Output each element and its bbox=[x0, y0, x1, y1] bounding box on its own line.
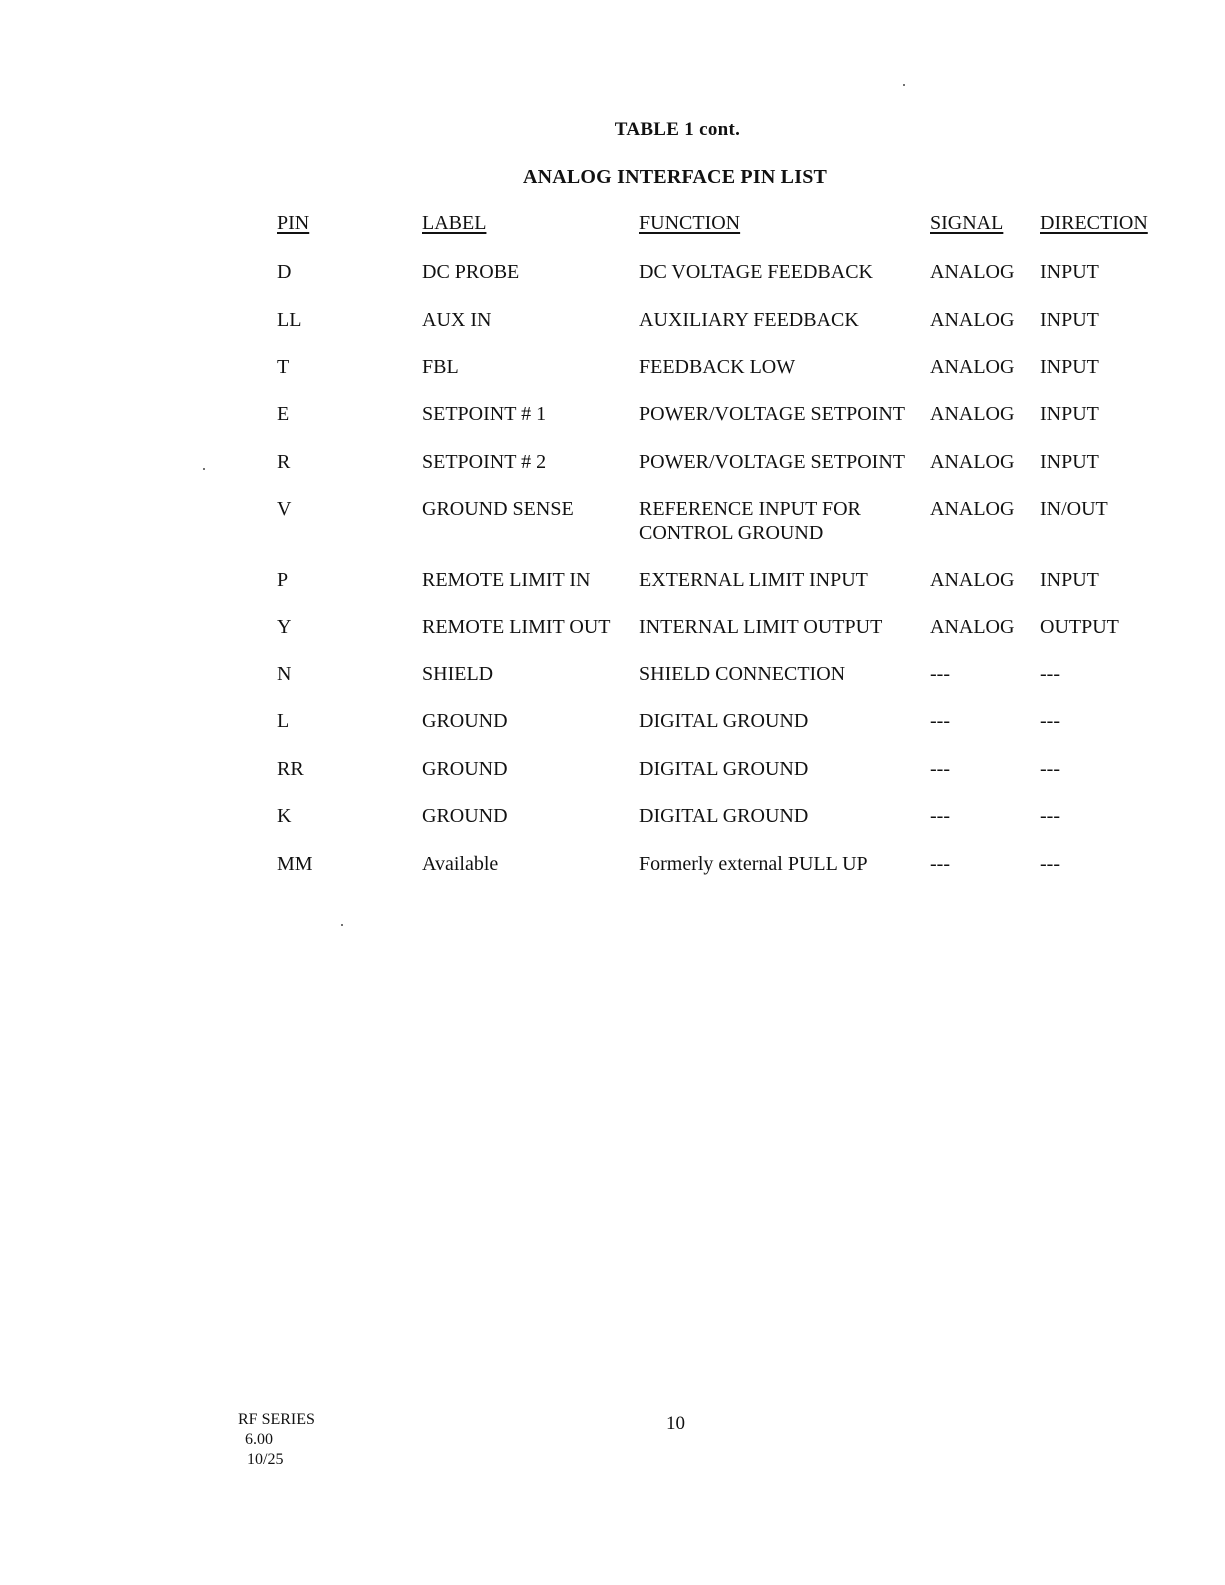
footer-series: RF SERIES bbox=[238, 1411, 315, 1428]
row-direction: --- bbox=[1040, 710, 1060, 732]
row-direction: INPUT bbox=[1040, 403, 1099, 425]
page-number: 10 bbox=[666, 1413, 685, 1434]
row-pin: K bbox=[277, 805, 292, 827]
row-function: DC VOLTAGE FEEDBACK bbox=[639, 261, 873, 283]
row-signal: ANALOG bbox=[930, 261, 1015, 283]
row-pin: V bbox=[277, 498, 292, 520]
row-pin: E bbox=[277, 403, 290, 425]
row-signal: ANALOG bbox=[930, 403, 1015, 425]
row-function: REFERENCE INPUT FOR CONTROL GROUND bbox=[639, 498, 861, 544]
row-label: Available bbox=[422, 853, 499, 875]
row-direction: INPUT bbox=[1040, 309, 1099, 331]
row-direction: --- bbox=[1040, 663, 1060, 685]
row-function: EXTERNAL LIMIT INPUT bbox=[639, 569, 868, 591]
row-label: REMOTE LIMIT OUT bbox=[422, 616, 611, 638]
row-label: SETPOINT # 2 bbox=[422, 451, 547, 473]
row-direction: INPUT bbox=[1040, 451, 1099, 473]
row-signal: --- bbox=[930, 663, 950, 685]
table-title: TABLE 1 cont. bbox=[614, 119, 741, 140]
row-label: DC PROBE bbox=[422, 261, 520, 283]
row-direction: INPUT bbox=[1040, 356, 1099, 378]
table-subtitle: ANALOG INTERFACE PIN LIST bbox=[522, 166, 828, 188]
row-function: SHIELD CONNECTION bbox=[639, 663, 846, 685]
footer-date: 10/25 bbox=[247, 1451, 284, 1468]
row-label: SETPOINT # 1 bbox=[422, 403, 547, 425]
row-function: INTERNAL LIMIT OUTPUT bbox=[639, 616, 883, 638]
row-label: GROUND bbox=[422, 758, 508, 780]
header-direction: DIRECTION bbox=[1040, 212, 1148, 234]
row-signal: --- bbox=[930, 853, 950, 875]
row-signal: ANALOG bbox=[930, 309, 1015, 331]
row-function: DIGITAL GROUND bbox=[639, 710, 809, 732]
row-pin: LL bbox=[277, 309, 302, 331]
header-function: FUNCTION bbox=[639, 212, 741, 234]
row-label: FBL bbox=[422, 356, 459, 378]
row-function: DIGITAL GROUND bbox=[639, 758, 809, 780]
row-signal: --- bbox=[930, 710, 950, 732]
row-function: DIGITAL GROUND bbox=[639, 805, 809, 827]
row-signal: ANALOG bbox=[930, 451, 1015, 473]
row-label: GROUND SENSE bbox=[422, 498, 574, 520]
row-direction: INPUT bbox=[1040, 569, 1099, 591]
scan-speck bbox=[203, 468, 205, 470]
row-signal: ANALOG bbox=[930, 569, 1015, 591]
row-label: GROUND bbox=[422, 710, 508, 732]
row-pin: Y bbox=[277, 616, 292, 638]
row-direction: --- bbox=[1040, 758, 1060, 780]
row-signal: ANALOG bbox=[930, 356, 1015, 378]
row-label: SHIELD bbox=[422, 663, 494, 685]
row-signal: --- bbox=[930, 805, 950, 827]
row-direction: INPUT bbox=[1040, 261, 1099, 283]
row-direction: IN/OUT bbox=[1040, 498, 1108, 520]
row-pin: RR bbox=[277, 758, 304, 780]
header-signal: SIGNAL bbox=[930, 212, 1004, 234]
row-label: GROUND bbox=[422, 805, 508, 827]
row-function: POWER/VOLTAGE SETPOINT bbox=[639, 451, 905, 473]
row-pin: MM bbox=[277, 853, 313, 875]
row-label: REMOTE LIMIT IN bbox=[422, 569, 591, 591]
row-pin: N bbox=[277, 663, 292, 685]
row-function: POWER/VOLTAGE SETPOINT bbox=[639, 403, 905, 425]
row-signal: ANALOG bbox=[930, 616, 1015, 638]
row-pin: L bbox=[277, 710, 290, 732]
header-label: LABEL bbox=[422, 212, 487, 234]
scan-speck bbox=[341, 924, 343, 926]
header-pin: PIN bbox=[277, 212, 310, 234]
row-pin: T bbox=[277, 356, 290, 378]
row-direction: OUTPUT bbox=[1040, 616, 1119, 638]
row-signal: --- bbox=[930, 758, 950, 780]
footer-version: 6.00 bbox=[245, 1431, 273, 1448]
row-signal: ANALOG bbox=[930, 498, 1015, 520]
row-pin: P bbox=[277, 569, 289, 591]
scan-speck bbox=[903, 84, 905, 86]
row-pin: D bbox=[277, 261, 292, 283]
row-pin: R bbox=[277, 451, 291, 473]
row-function: FEEDBACK LOW bbox=[639, 356, 796, 378]
row-direction: --- bbox=[1040, 853, 1060, 875]
row-label: AUX IN bbox=[422, 309, 492, 331]
row-direction: --- bbox=[1040, 805, 1060, 827]
row-function: AUXILIARY FEEDBACK bbox=[639, 309, 859, 331]
row-function: Formerly external PULL UP bbox=[639, 853, 868, 875]
